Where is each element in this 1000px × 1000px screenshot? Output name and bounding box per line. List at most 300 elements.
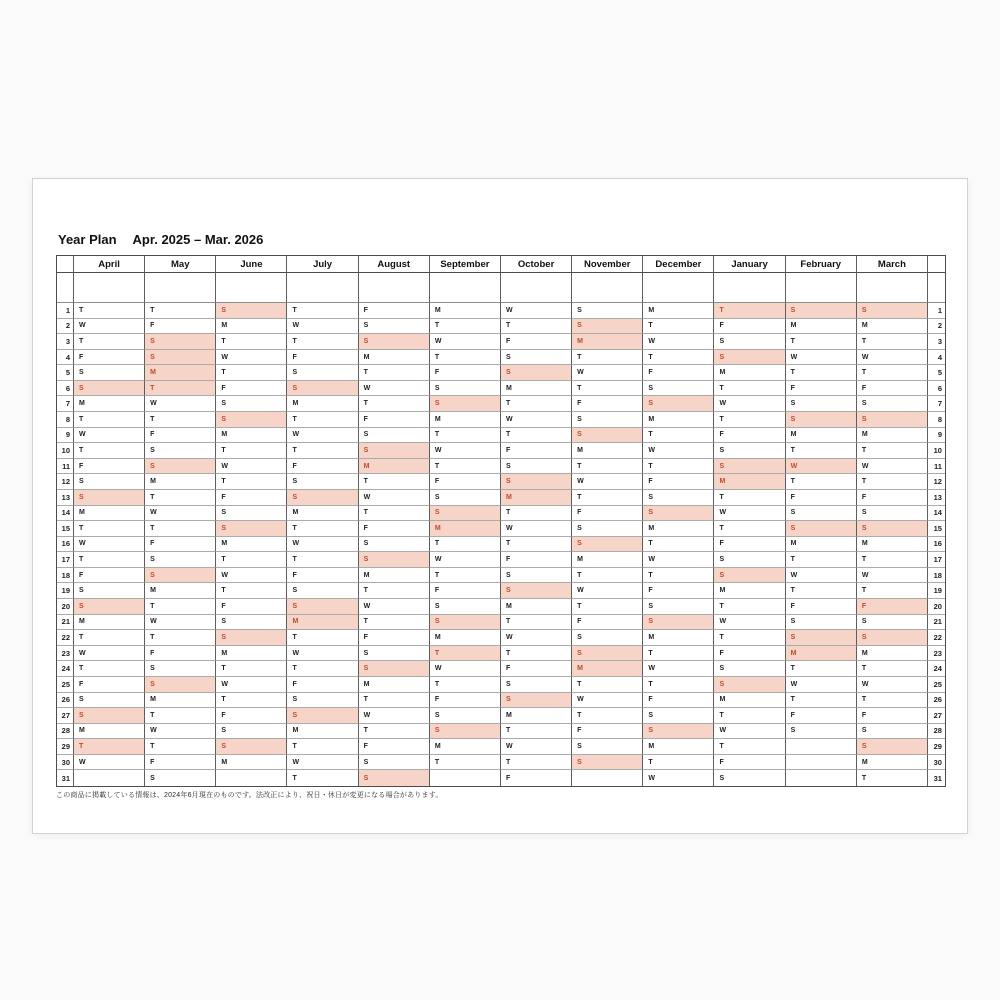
day-cell: S [501,350,572,366]
day-cell: M [74,506,145,522]
day-cell: T [501,537,572,553]
day-number-cell: 8 [57,412,74,428]
month-header: January [714,256,785,273]
day-cell: S [714,661,785,677]
day-cell: T [501,724,572,740]
day-cell: F [643,583,714,599]
day-cell: S [74,474,145,490]
day-cell: S [430,490,501,506]
day-cell: T [572,459,643,475]
day-cell: T [857,583,928,599]
day-cell: M [430,521,501,537]
day-cell: W [287,755,358,771]
day-cell: W [857,350,928,366]
day-cell: W [430,552,501,568]
day-cell: F [714,537,785,553]
day-cell: T [572,708,643,724]
day-cell: M [501,708,572,724]
day-cell: S [74,693,145,709]
day-cell: T [359,506,430,522]
day-cell: M [572,661,643,677]
day-cell: T [216,552,287,568]
month-header: April [74,256,145,273]
day-cell: F [714,428,785,444]
day-number-cell: 5 [928,365,945,381]
day-cell: S [430,708,501,724]
day-cell: M [501,599,572,615]
day-cell: S [501,365,572,381]
day-cell: T [145,708,216,724]
day-cell: F [359,630,430,646]
day-cell: S [287,708,358,724]
day-cell: F [359,303,430,319]
day-cell: T [643,537,714,553]
day-cell: M [643,303,714,319]
day-cell: S [145,661,216,677]
day-cell: S [786,521,857,537]
day-cell: M [572,334,643,350]
day-number-cell: 27 [928,708,945,724]
day-cell: S [643,615,714,631]
day-cell: S [74,583,145,599]
day-cell: T [714,490,785,506]
day-cell: S [430,381,501,397]
day-cell [74,770,145,786]
day-cell: W [287,646,358,662]
spacer-cell [216,273,287,303]
day-cell: F [714,646,785,662]
day-cell: S [714,459,785,475]
day-number-cell: 14 [57,506,74,522]
day-cell: W [857,459,928,475]
spacer-cell [287,273,358,303]
spacer-cell [714,273,785,303]
year-grid [56,255,946,787]
day-number-cell: 15 [928,521,945,537]
day-cell: W [786,677,857,693]
day-number-cell: 16 [57,537,74,553]
day-cell: F [74,568,145,584]
day-cell: T [714,599,785,615]
day-number-cell: 13 [57,490,74,506]
day-cell: S [359,319,430,335]
day-cell: W [359,490,430,506]
day-cell: T [430,459,501,475]
day-cell: F [287,350,358,366]
day-cell: W [501,739,572,755]
day-cell: T [287,739,358,755]
day-cell: S [74,381,145,397]
day-number-cell: 11 [57,459,74,475]
day-number-cell: 14 [928,506,945,522]
day-cell: T [572,350,643,366]
day-cell: S [359,646,430,662]
day-cell: M [857,319,928,335]
day-number-cell: 6 [57,381,74,397]
day-cell: S [287,599,358,615]
spacer-cell [857,273,928,303]
day-cell: T [145,303,216,319]
day-cell: S [216,412,287,428]
day-cell: T [359,724,430,740]
day-cell: W [216,459,287,475]
day-cell: S [714,770,785,786]
day-number-cell: 25 [57,677,74,693]
day-number-cell: 11 [928,459,945,475]
day-number-cell: 26 [928,693,945,709]
day-cell: S [572,646,643,662]
day-cell: S [501,568,572,584]
day-cell: T [287,521,358,537]
day-cell: W [501,521,572,537]
day-cell: W [643,661,714,677]
day-cell: W [430,334,501,350]
day-cell: T [643,677,714,693]
day-cell: T [857,365,928,381]
day-number-cell: 20 [57,599,74,615]
day-number-cell: 24 [57,661,74,677]
day-cell: M [714,583,785,599]
day-cell: T [74,334,145,350]
day-cell: T [714,708,785,724]
day-cell: T [786,552,857,568]
day-number-cell: 19 [928,583,945,599]
day-cell: M [430,412,501,428]
day-cell: T [643,646,714,662]
day-cell: T [145,412,216,428]
day-cell: T [145,739,216,755]
day-cell: F [216,708,287,724]
day-cell: W [786,350,857,366]
day-cell: M [786,537,857,553]
day-cell: F [786,490,857,506]
day-cell: S [216,630,287,646]
day-cell: S [145,770,216,786]
day-cell: M [359,459,430,475]
day-cell: T [430,568,501,584]
day-cell: M [430,739,501,755]
day-cell: S [287,474,358,490]
day-cell: S [857,303,928,319]
day-cell: T [216,661,287,677]
day-cell: T [714,412,785,428]
day-cell: S [216,303,287,319]
day-cell: M [216,319,287,335]
day-cell: S [643,708,714,724]
day-cell: F [501,552,572,568]
day-cell: M [857,428,928,444]
day-cell: T [786,474,857,490]
day-cell: M [216,755,287,771]
day-cell: F [786,381,857,397]
day-cell [786,755,857,771]
day-cell [572,770,643,786]
day-number-cell: 10 [928,443,945,459]
day-cell: S [145,552,216,568]
day-cell: T [643,428,714,444]
planner-page [32,178,968,834]
day-cell: W [287,537,358,553]
day-cell: M [572,443,643,459]
day-cell: T [287,552,358,568]
day-cell: W [216,568,287,584]
day-cell: S [857,724,928,740]
day-cell: F [430,365,501,381]
day-cell: T [857,334,928,350]
day-cell: F [74,459,145,475]
day-number-cell: 10 [57,443,74,459]
page-title: Year Plan [58,232,117,247]
day-cell: F [216,381,287,397]
day-cell: S [359,552,430,568]
day-cell: S [714,552,785,568]
day-cell: T [714,381,785,397]
day-cell: T [74,521,145,537]
day-number-cell: 29 [57,739,74,755]
day-cell: T [714,303,785,319]
footnote: この商品に掲載している情報は、2024年6月現在のものです。法改正により、祝日・休日が変更になる場合があります。 [56,792,443,799]
day-cell: W [572,365,643,381]
day-number-cell: 1 [57,303,74,319]
day-cell: M [501,490,572,506]
day-cell: S [643,506,714,522]
day-cell: S [216,724,287,740]
day-cell: S [857,412,928,428]
day-cell: T [572,677,643,693]
day-cell: M [216,537,287,553]
day-cell: F [857,708,928,724]
day-cell: M [145,693,216,709]
day-cell: W [572,474,643,490]
day-cell: S [287,381,358,397]
day-cell: M [287,396,358,412]
day-cell: W [643,334,714,350]
header-corner-right [928,256,945,273]
day-cell: M [501,381,572,397]
day-number-cell: 19 [57,583,74,599]
day-number-cell: 26 [57,693,74,709]
day-cell: S [145,443,216,459]
day-cell: W [74,755,145,771]
day-cell: S [786,506,857,522]
day-cell: S [857,630,928,646]
day-number-cell: 25 [928,677,945,693]
day-cell: S [430,396,501,412]
day-cell: W [786,459,857,475]
day-cell: S [643,490,714,506]
day-cell: M [216,646,287,662]
day-cell: F [216,490,287,506]
day-cell: W [572,693,643,709]
day-cell: M [74,615,145,631]
day-cell: S [572,412,643,428]
day-cell: S [786,630,857,646]
day-cell: T [74,739,145,755]
day-cell: W [145,396,216,412]
day-number-cell: 21 [57,615,74,631]
day-cell: S [74,599,145,615]
day-cell: S [643,381,714,397]
day-number-cell: 29 [928,739,945,755]
month-header: May [145,256,216,273]
day-cell: T [857,474,928,490]
day-cell: T [430,319,501,335]
day-cell: S [643,724,714,740]
day-cell: W [430,661,501,677]
day-cell: T [643,319,714,335]
day-cell: S [430,615,501,631]
day-cell [216,770,287,786]
day-cell: F [501,443,572,459]
day-cell: T [216,693,287,709]
day-cell: S [786,396,857,412]
day-number-cell: 12 [57,474,74,490]
day-cell: F [786,599,857,615]
day-cell: S [501,693,572,709]
day-cell: T [287,443,358,459]
day-cell: T [287,661,358,677]
day-number-cell: 30 [928,755,945,771]
day-cell: S [501,459,572,475]
spacer-cell [643,273,714,303]
day-cell: S [216,396,287,412]
day-number-cell: 22 [928,630,945,646]
day-cell: W [501,303,572,319]
day-cell: S [501,474,572,490]
spacer-cell [145,273,216,303]
day-cell: T [714,521,785,537]
spacer-cell [359,273,430,303]
day-cell: T [786,443,857,459]
day-cell: T [216,443,287,459]
day-number-cell: 23 [928,646,945,662]
day-cell: T [501,615,572,631]
day-number-cell: 28 [57,724,74,740]
day-cell: F [572,396,643,412]
day-cell: F [430,474,501,490]
day-cell: T [572,568,643,584]
day-cell: S [786,412,857,428]
day-cell: M [145,583,216,599]
day-cell: S [714,677,785,693]
day-cell: F [501,661,572,677]
day-cell: F [145,319,216,335]
day-cell: T [287,630,358,646]
day-number-cell: 18 [57,568,74,584]
day-cell: M [216,428,287,444]
day-cell: F [216,599,287,615]
day-cell: S [572,303,643,319]
day-cell: T [74,552,145,568]
day-cell: S [572,739,643,755]
day-cell: W [643,443,714,459]
day-cell: T [430,755,501,771]
day-cell: T [216,365,287,381]
day-cell: T [786,365,857,381]
day-cell: S [714,443,785,459]
day-cell: T [572,490,643,506]
day-cell: S [287,583,358,599]
day-cell: T [430,350,501,366]
day-cell: S [287,365,358,381]
day-cell: W [145,506,216,522]
day-cell: T [216,583,287,599]
day-cell: F [287,677,358,693]
day-cell: M [287,724,358,740]
day-cell: S [74,490,145,506]
day-cell: F [74,350,145,366]
day-cell: W [786,568,857,584]
day-cell: T [857,693,928,709]
day-number-cell: 27 [57,708,74,724]
day-cell: M [430,303,501,319]
day-cell: F [786,708,857,724]
day-number-cell: 3 [57,334,74,350]
day-number-cell: 9 [928,428,945,444]
day-cell: M [786,428,857,444]
day-number-cell: 28 [928,724,945,740]
day-cell: T [501,319,572,335]
day-number-cell: 15 [57,521,74,537]
day-cell: T [643,459,714,475]
day-cell: S [145,459,216,475]
day-number-cell: 20 [928,599,945,615]
day-cell: F [572,506,643,522]
day-cell: W [216,350,287,366]
day-cell: T [501,506,572,522]
day-number-cell: 22 [57,630,74,646]
day-cell: M [643,521,714,537]
day-cell: S [430,724,501,740]
day-number-cell: 6 [928,381,945,397]
day-cell: T [786,661,857,677]
day-cell: F [501,770,572,786]
day-cell: W [216,677,287,693]
month-header: October [501,256,572,273]
day-cell: T [359,365,430,381]
day-number-cell: 12 [928,474,945,490]
day-cell: W [714,615,785,631]
day-cell: W [857,568,928,584]
day-cell: T [145,630,216,646]
month-header: December [643,256,714,273]
day-cell: W [714,506,785,522]
day-cell: T [74,412,145,428]
day-number-cell: 18 [928,568,945,584]
day-number-cell: 2 [57,319,74,335]
day-cell: S [145,334,216,350]
page-subtitle: Apr. 2025 – Mar. 2026 [132,232,264,247]
day-cell: T [287,412,358,428]
day-cell: F [572,615,643,631]
day-cell: W [287,319,358,335]
month-header: August [359,256,430,273]
day-cell: W [714,396,785,412]
day-cell: S [359,428,430,444]
day-cell: T [145,521,216,537]
day-cell: S [359,334,430,350]
day-cell: S [287,490,358,506]
day-cell: T [74,443,145,459]
day-cell: W [74,319,145,335]
spacer-cell [501,273,572,303]
day-number-cell: 17 [57,552,74,568]
day-cell: F [145,537,216,553]
day-cell [786,739,857,755]
day-number-cell: 21 [928,615,945,631]
day-cell: M [572,552,643,568]
day-cell: F [359,521,430,537]
